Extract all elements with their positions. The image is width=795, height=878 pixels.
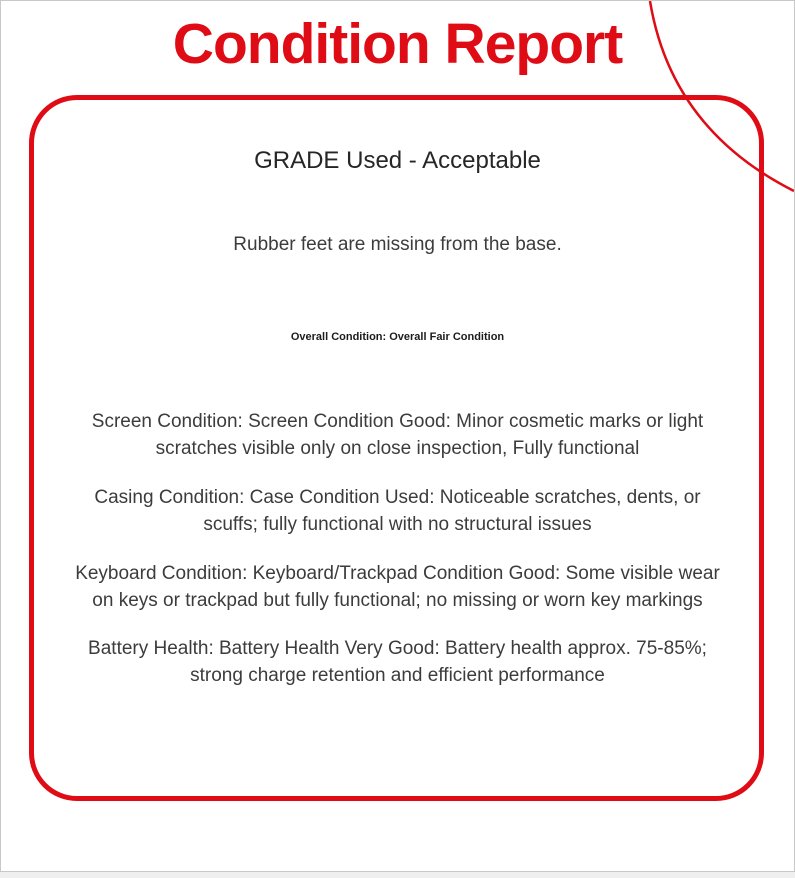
keyboard-condition-line-2: on keys or trackpad but fully functional; no missing or worn key markings [92,590,703,611]
page-title: Condition Report [172,12,623,76]
battery-health-line-2: strong charge retention and efficient performance [190,665,605,686]
screen-condition-block [41,408,754,462]
battery-health-block [41,635,754,689]
defect-note: Rubber feet are missing from the base. [233,234,562,255]
casing-condition-block [41,484,754,538]
keyboard-condition-line-1: Keyboard Condition: Keyboard/Trackpad Condition Good: Some visible wear [75,563,720,584]
grade-heading: GRADE Used - Acceptable [254,147,541,174]
casing-condition-line-1: Casing Condition: Case Condition Used: Noticeable scratches, dents, or [94,487,701,508]
battery-health-line-1: Battery Health: Battery Health Very Good: Battery health approx. 75-85%; [88,638,707,659]
overall-condition-text: Overall Condition: Overall Fair Condition [290,331,505,343]
screen-condition-line-2: scratches visible only on close inspection, Fully functional [155,438,640,459]
casing-condition-line-2: scuffs; fully functional with no structural issues [203,514,592,535]
screen-condition-line-1: Screen Condition: Screen Condition Good: Minor cosmetic marks or light [91,411,704,432]
keyboard-condition-block [41,560,754,614]
